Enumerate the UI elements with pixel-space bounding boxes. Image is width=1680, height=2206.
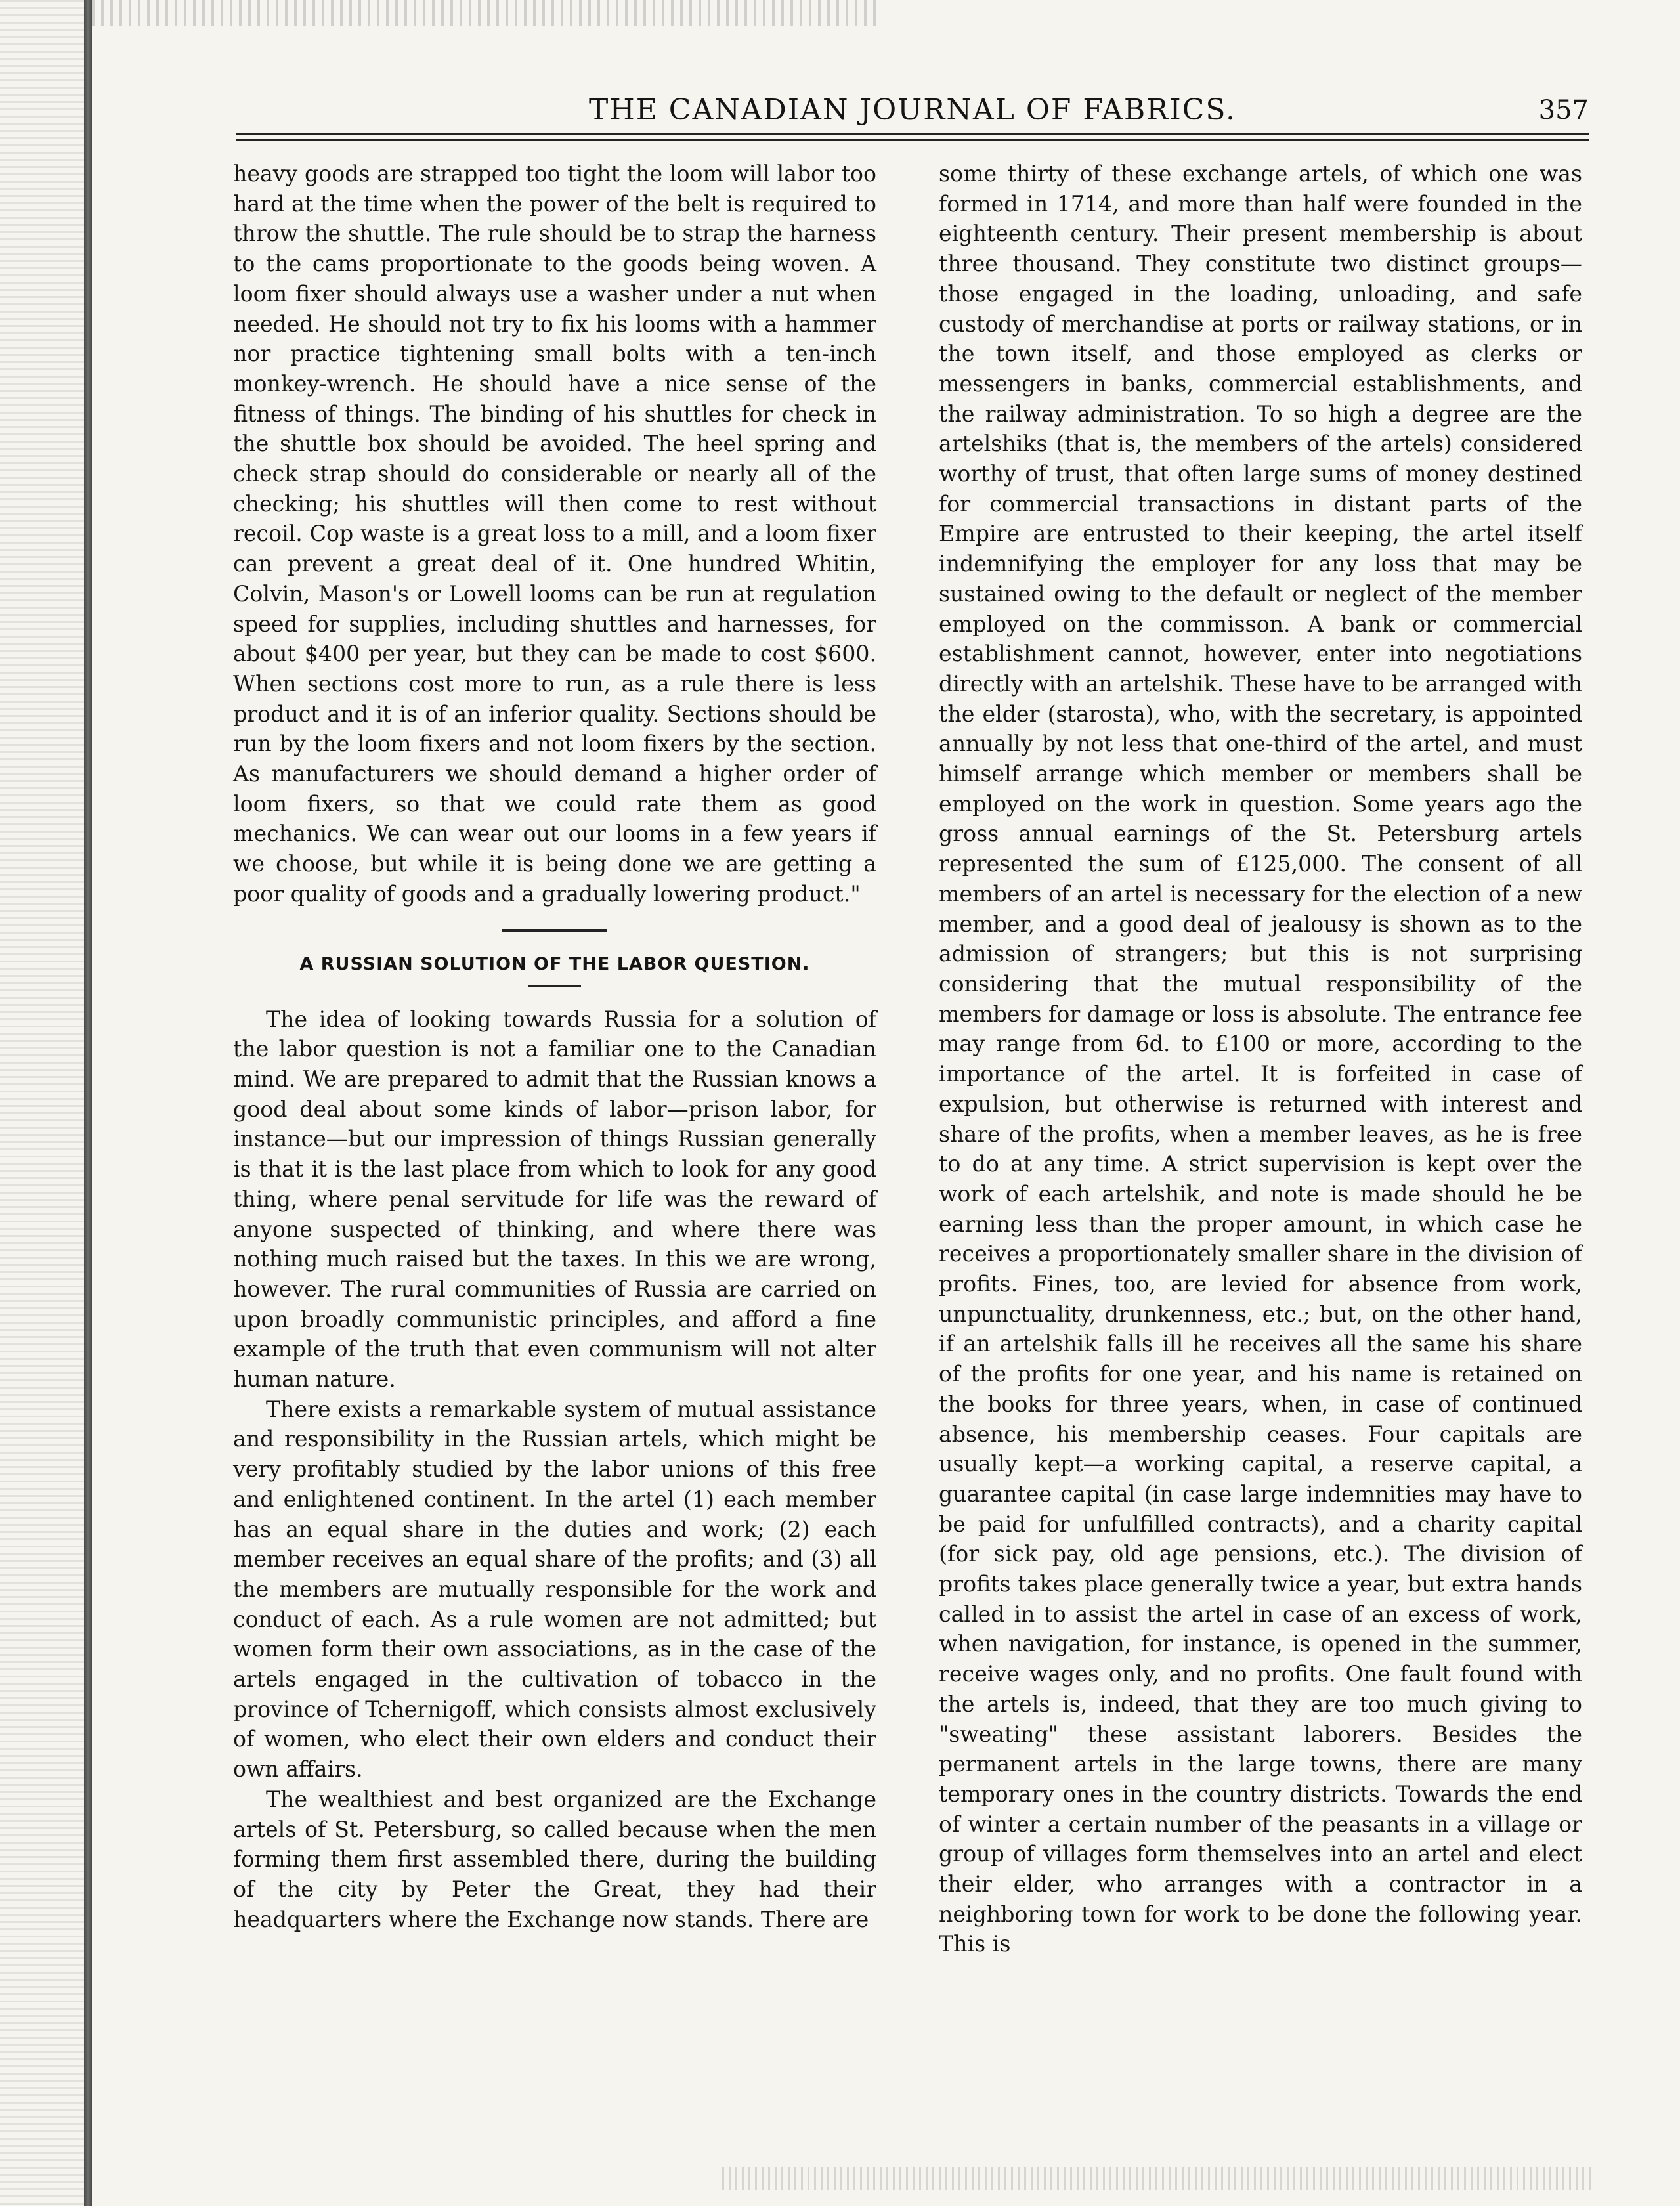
left-column xyxy=(233,159,876,1934)
section-title: A RUSSIAN SOLUTION OF THE LABOR QUESTION. xyxy=(299,953,810,974)
right-paragraph-1: some thirty of these exchange artels, of which one was formed in 1714, and more than half were founded in the eighteenth century. Their present membership is about three thousand. They constitute two distinct groups—those engaged in the loading, unloading, and safe custody of merchandise at ports or railway stations, or in the town itself, and those employed as clerks or messengers in banks, commercial establishments, and the railway administration. To so high a degree are the artelshiks (that is, the members of the artels) considered worthy of trust, that often large sums of money destined for commercial transactions in distant parts of the Empire are entrusted to their keeping, the artel itself indemnifying the employer for any loss that may be sustained owing to the default or neglect of the member employed on the commisson. A bank or commercial establishment cannot, however, enter into negotiations directly with an artelshik. These have to be arranged with the elder (starosta), who, with the secretary, is appointed annually by not less that one-third of the artel, and must himself arrange which member or members shall be employed on the work in question. Some years ago the gross annual earnings of the St. Petersburg artels represented the sum of £125,000. The consent of all members of an artel is necessary for the election of a new member, and a good deal of jealousy is shown as to the admission of strangers; but this is not surprising considering that the mutual responsibility of the members for damage or loss is absolute. The entrance fee may range from 6d. to £100 or more, according to the importance of the artel. It is forfeited in case of expulsion, but otherwise is returned with interest and share of the profits, when a member leaves, as he is free to do at any time. A strict supervision is kept over the work of each artelshik, and note is made should he be earning less than the proper amount, in which case he receives a proportionately smaller share in the division of profits. Fines, too, are levied for absence from work, unpunctuality, drunkenness, etc.; but, on the other hand, if an artelshik falls ill he receives all the same his share of the profits for one year, and his name is retained on the books for three years, when, in case of continued absence, his membership ceases. Four capitals are usually kept—a working capital, a reserve capital, a guarantee capital (in case large indemnities may have to be paid for unfulfilled contracts), and a charity capital (for sick pay, old age pensions, etc.). The division of profits takes place generally twice a year, but extra hands called in to assist the artel in case of an excess of work, when navigation, for instance, is opened in the summer, receive wages only, and no profits. One fault found with the artels is, indeed, that they are too much giving to "sweating" these assistant laborers. Besides the permanent artels in the large towns, there are many temporary ones in the country districts. Towards the end of winter a certain number of the peasants in a village or group of villages form themselves into an artel and elect their elder, who arranges with a contractor in a neighboring town for work to be done the following year. This is xyxy=(939,161,1582,1957)
running-header xyxy=(236,91,1589,130)
left-paragraph-3: There exists a remarkable system of mutual assistance and responsibility in the Russian artels, which might be very profitably studied by the labor unions of this free and enlightened continent. In the artel (1) each member has an equal share in the duties and work; (2) each member receives an equal share of the profits; and (3) all the members are mutually responsible for the work and conduct of each. As a rule women are not admitted; but women form their own associations, as in the case of the artels engaged in the cultivation of tobacco in the province of Tchernigoff, which consists almost exclusively of women, who elect their own elders and conduct their own affairs. xyxy=(233,1396,876,1783)
left-paragraph-4: The wealthiest and best organized are the Exchange artels of St. Petersburg, so called because when the men forming them first assembled there, during the building of the city by Peter the Great, they had their headquarters where the Exchange now stands. There are xyxy=(233,1786,876,1932)
section-separator xyxy=(502,929,607,932)
header-rule-thick xyxy=(236,133,1589,135)
binding-spine xyxy=(84,0,92,2206)
page-number: 357 xyxy=(1538,95,1589,125)
header-rule-thin xyxy=(236,139,1589,141)
scan-artifact-bottom xyxy=(722,2167,1595,2190)
section-title-rule xyxy=(528,985,581,987)
journal-title: THE CANADIAN JOURNAL OF FABRICS. xyxy=(588,93,1236,127)
scan-artifact-top xyxy=(92,0,880,26)
right-column xyxy=(939,159,1582,1959)
left-paragraph-1: heavy goods are strapped too tight the loom will labor too hard at the time when the power of the belt is required to throw the shuttle. The rule should be to strap the harness to the cams proportionate to the goods being woven. A loom fixer should always use a washer under a nut when needed. He should not try to fix his looms with a hammer nor practice tightening small bolts with a ten-inch monkey-wrench. He should have a nice sense of the fitness of things. The binding of his shuttles for check in the shuttle box should be avoided. The heel spring and check strap should do considerable or nearly all of the checking; his shuttles will then come to rest without recoil. Cop waste is a great loss to a mill, and a loom fixer can prevent a great deal of it. One hundred Whitin, Colvin, Mason's or Lowell looms can be run at regulation speed for supplies, including shuttles and harnesses, for about $400 per year, but they can be made to cost $600. When sections cost more to run, as a rule there is less product and it is of an inferior quality. Sections should be run by the loom fixers and not loom fixers by the section. As manufacturers we should demand a higher order of loom fixers, so that we could rate them as good mechanics. We can wear out our looms in a few years if we choose, but while it is being done we are getting a poor quality of goods and a gradually lowering product." xyxy=(233,161,876,907)
left-paragraph-2: The idea of looking towards Russia for a solution of the labor question is not a familiar one to the Canadian mind. We are prepared to admit that the Russian knows a good deal about some kinds of labor—prison labor, for instance—but our impression of things Russian generally is that it is the last place from which to look for any good thing, where penal servitude for life was the reward of anyone suspected of thinking, and where there was nothing much raised but the taxes. In this we are wrong, however. The rural communities of Russia are carried on upon broadly communistic principles, and afford a fine example of the truth that even communism will not alter human nature. xyxy=(233,1006,876,1393)
binding-edge-shadow xyxy=(0,0,84,2206)
